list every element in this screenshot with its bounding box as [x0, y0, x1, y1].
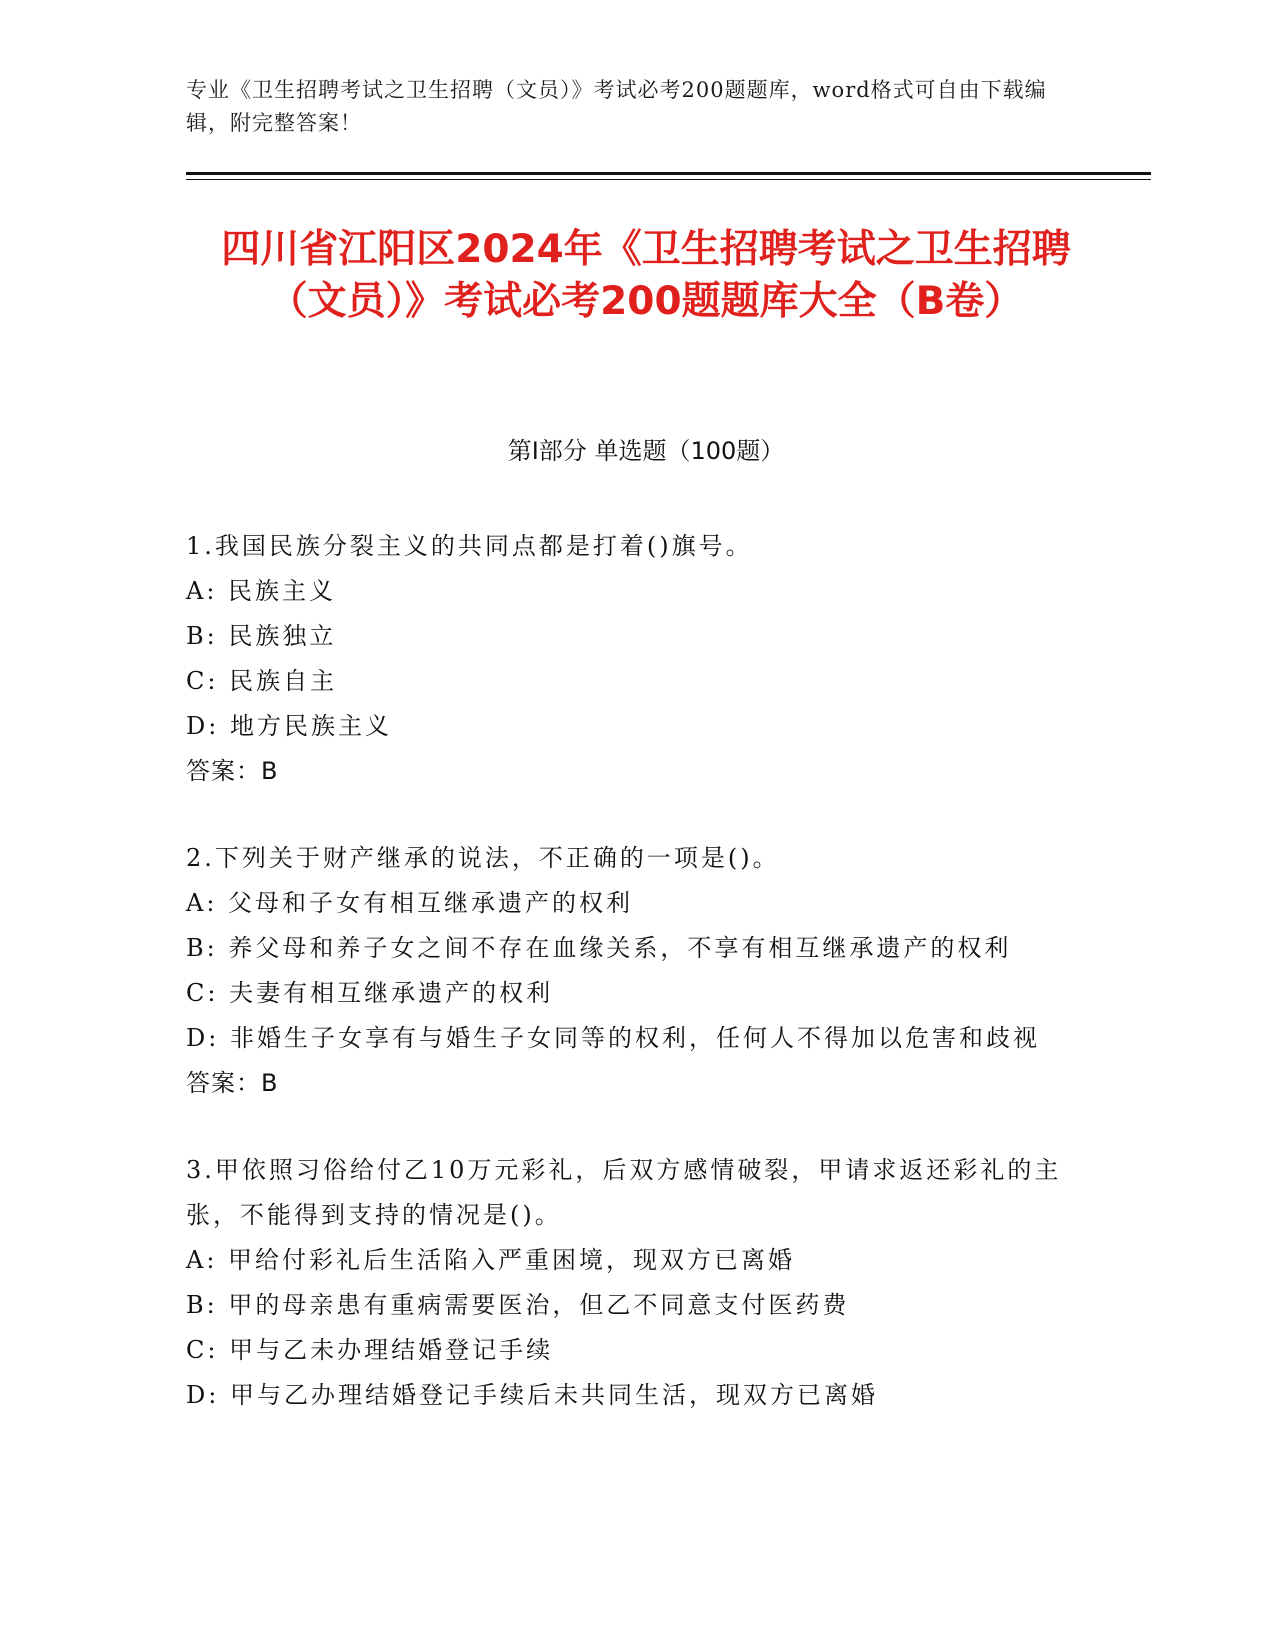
option-b: B: 民族独立 [186, 622, 337, 650]
option-d: D: 地方民族主义 [186, 712, 392, 740]
option-d: D: 甲与乙办理结婚登记手续后未共同生活，现双方已离婚 [186, 1381, 878, 1409]
question-1 [186, 524, 1086, 794]
option-d: D: 非婚生子女享有与婚生子女同等的权利，任何人不得加以危害和歧视 [186, 1024, 1040, 1052]
question-stem: 2.下列关于财产继承的说法，不正确的一项是()。 [186, 844, 780, 872]
option-c: C: 甲与乙未办理结婚登记手续 [186, 1336, 554, 1364]
document-title: 四川省江阳区2024年《卫生招聘考试之卫生招聘（文员）》考试必考200题题库大全（B卷） [221, 227, 1071, 324]
option-b: B: 养父母和养子女之间不存在血缘关系，不享有相互继承遗产的权利 [186, 934, 1012, 962]
option-c: C: 夫妻有相互继承遗产的权利 [186, 979, 554, 1007]
question-list [186, 524, 1086, 1460]
option-b: B: 甲的母亲患有重病需要医治，但乙不同意支付医药费 [186, 1291, 850, 1319]
section-heading: 第I部分 单选题（100题） [507, 437, 785, 465]
header-note: 专业《卫生招聘考试之卫生招聘（文员）》考试必考200题题库，word格式可自由下载编辑，附完整答案！ [186, 78, 1047, 135]
option-a: A: 民族主义 [186, 577, 337, 605]
question-3 [186, 1148, 1086, 1418]
question-stem: 1.我国民族分裂主义的共同点都是打着()旗号。 [186, 532, 753, 560]
option-a: A: 父母和子女有相互继承遗产的权利 [186, 889, 634, 917]
option-a: A: 甲给付彩礼后生活陷入严重困境，现双方已离婚 [186, 1246, 796, 1274]
answer-line: 答案：B [186, 757, 279, 785]
option-c: C: 民族自主 [186, 667, 338, 695]
header-divider-thin [186, 179, 1151, 180]
question-stem: 3.甲依照习俗给付乙10万元彩礼，后双方感情破裂，甲请求返还彩礼的主张，不能得到支持的情况是()。 [186, 1156, 1062, 1229]
header-divider [186, 172, 1151, 175]
question-2 [186, 836, 1086, 1106]
answer-line: 答案：B [186, 1069, 279, 1097]
